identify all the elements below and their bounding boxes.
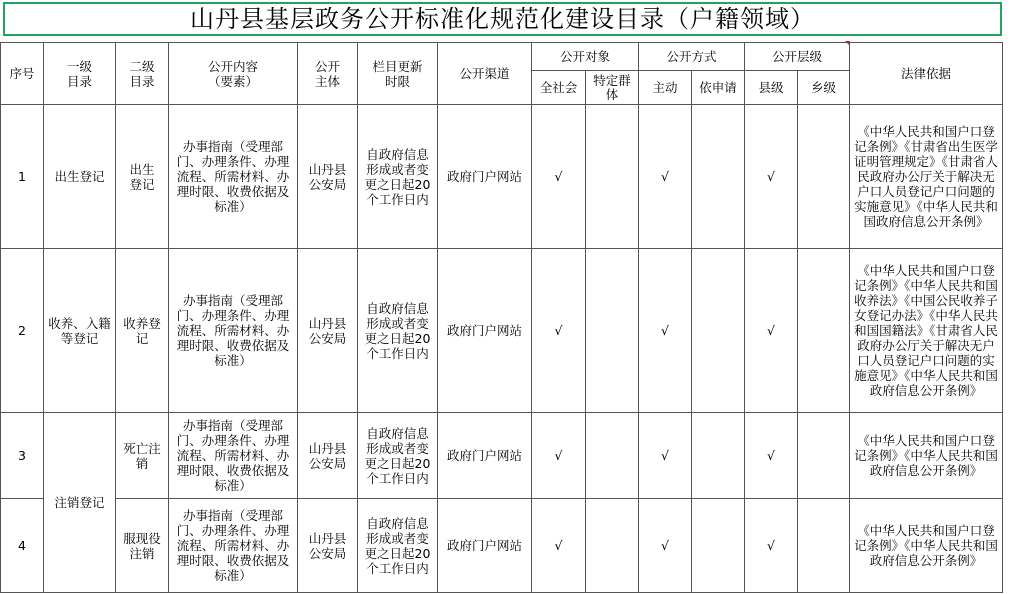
- cell-seq[interactable]: 4: [1, 499, 44, 593]
- cell-seq[interactable]: 1: [1, 105, 44, 249]
- header-tier[interactable]: 公开层级: [745, 43, 850, 71]
- sheet-title: 山丹县基层政务公开标准化规范化建设目录（户籍领域）: [3, 2, 1002, 36]
- cell-tier-county-check[interactable]: √: [745, 499, 798, 593]
- header-method-active[interactable]: 主动: [639, 71, 692, 105]
- cell-tier-county-check[interactable]: √: [745, 249, 798, 413]
- header-method[interactable]: 公开方式: [639, 43, 745, 71]
- cell-level2[interactable]: 死亡注 销: [116, 413, 169, 499]
- cell-target-specific[interactable]: [586, 105, 639, 249]
- header-target[interactable]: 公开对象: [532, 43, 639, 71]
- cell-method-request[interactable]: [692, 499, 745, 593]
- cell-seq[interactable]: 2: [1, 249, 44, 413]
- cell-level2[interactable]: 收养登 记: [116, 249, 169, 413]
- cell-method-request[interactable]: [692, 249, 745, 413]
- cell-basis[interactable]: 《中华人民共和国户口登记条例》《甘肃省出生医学证明管理规定》《甘肃省人民政府办公厅关于解决无户口人员登记户口问题的实施意见》《中华人民共和国政府信息公开条例》: [850, 105, 1003, 249]
- header-row-1: [1, 43, 1003, 71]
- cell-method-request[interactable]: [692, 413, 745, 499]
- cell-tier-town[interactable]: [798, 499, 850, 593]
- header-seq[interactable]: 序号: [1, 43, 44, 105]
- cell-level2[interactable]: 服现役 注销: [116, 499, 169, 593]
- cell-timing[interactable]: 自政府信息形成或者变更之日起20个工作日内: [358, 105, 438, 249]
- cell-target-specific[interactable]: [586, 499, 639, 593]
- cell-subject[interactable]: 山丹县 公安局: [298, 105, 358, 249]
- cell-tier-town[interactable]: [798, 105, 850, 249]
- cell-channel[interactable]: 政府门户网站: [438, 105, 532, 249]
- cell-method-active-check[interactable]: √: [639, 249, 692, 413]
- cell-content[interactable]: 办事指南（受理部门、办理条件、办理流程、所需材料、办理时限、收费依据及标准）: [169, 249, 298, 413]
- header-tier-town[interactable]: 乡级: [798, 71, 850, 105]
- cell-channel[interactable]: 政府门户网站: [438, 413, 532, 499]
- cell-subject[interactable]: 山丹县 公安局: [298, 249, 358, 413]
- cell-subject[interactable]: 山丹县 公安局: [298, 499, 358, 593]
- catalog-table: [0, 42, 1003, 593]
- cell-channel[interactable]: 政府门户网站: [438, 499, 532, 593]
- cell-method-active-check[interactable]: √: [639, 413, 692, 499]
- cell-timing[interactable]: 自政府信息形成或者变更之日起20个工作日内: [358, 499, 438, 593]
- cell-content[interactable]: 办事指南（受理部门、办理条件、办理流程、所需材料、办理时限、收费依据及标准）: [169, 105, 298, 249]
- cell-timing[interactable]: 自政府信息形成或者变更之日起20个工作日内: [358, 413, 438, 499]
- header-channel[interactable]: 公开渠道: [438, 43, 532, 105]
- table-row: [1, 105, 1003, 249]
- cell-subject[interactable]: 山丹县 公安局: [298, 413, 358, 499]
- cell-basis[interactable]: 《中华人民共和国户口登记条例》《中华人民共和国政府信息公开条例》: [850, 499, 1003, 593]
- cell-basis[interactable]: 《中华人民共和国户口登记条例》《中华人民共和国收养法》《中国公民收养子女登记办法》《中华人民共和国国籍法》《甘肃省人民政府办公厅关于解决无户口人员登记户口问题的实施意见》《中华人民共和国政府信息公开条例》: [850, 249, 1003, 413]
- table-row: [1, 249, 1003, 413]
- cell-tier-county-check[interactable]: √: [745, 105, 798, 249]
- cell-level2[interactable]: 出生 登记: [116, 105, 169, 249]
- cell-level1[interactable]: 收养、入籍等登记: [44, 249, 116, 413]
- cell-target-specific[interactable]: [586, 413, 639, 499]
- cell-target-all-check[interactable]: √: [532, 499, 586, 593]
- header-subject[interactable]: 公开 主体: [298, 43, 358, 105]
- cell-timing[interactable]: 自政府信息形成或者变更之日起20个工作日内: [358, 249, 438, 413]
- header-method-request[interactable]: 依申请: [692, 71, 745, 105]
- cell-target-specific[interactable]: [586, 249, 639, 413]
- cell-tier-town[interactable]: [798, 413, 850, 499]
- header-level1[interactable]: 一级 目录: [44, 43, 116, 105]
- header-level2[interactable]: 二级 目录: [116, 43, 169, 105]
- header-basis[interactable]: 法律依据: [850, 43, 1003, 105]
- cell-seq[interactable]: 3: [1, 413, 44, 499]
- cell-method-request[interactable]: [692, 105, 745, 249]
- header-content[interactable]: 公开内容 （要素）: [169, 43, 298, 105]
- cell-tier-county-check[interactable]: √: [745, 413, 798, 499]
- cell-tier-town[interactable]: [798, 249, 850, 413]
- header-target-all[interactable]: 全社会: [532, 71, 586, 105]
- cell-target-all-check[interactable]: √: [532, 105, 586, 249]
- cell-method-active-check[interactable]: √: [639, 105, 692, 249]
- header-target-specific[interactable]: 特定群 体: [586, 71, 639, 105]
- header-timing[interactable]: 栏目更新 时限: [358, 43, 438, 105]
- cell-basis[interactable]: 《中华人民共和国户口登记条例》《中华人民共和国政府信息公开条例》: [850, 413, 1003, 499]
- cell-target-all-check[interactable]: √: [532, 413, 586, 499]
- table-row: [1, 499, 1003, 593]
- cell-content[interactable]: 办事指南（受理部门、办理条件、办理流程、所需材料、办理时限、收费依据及标准）: [169, 499, 298, 593]
- table-row: [1, 413, 1003, 499]
- cell-level1[interactable]: 出生登记: [44, 105, 116, 249]
- cell-level1-merged[interactable]: 注销登记: [44, 413, 116, 593]
- cell-target-all-check[interactable]: √: [532, 249, 586, 413]
- cell-content[interactable]: 办事指南（受理部门、办理条件、办理流程、所需材料、办理时限、收费依据及标准）: [169, 413, 298, 499]
- header-tier-county[interactable]: 县级: [745, 71, 798, 105]
- cell-channel[interactable]: 政府门户网站: [438, 249, 532, 413]
- cell-method-active-check[interactable]: √: [639, 499, 692, 593]
